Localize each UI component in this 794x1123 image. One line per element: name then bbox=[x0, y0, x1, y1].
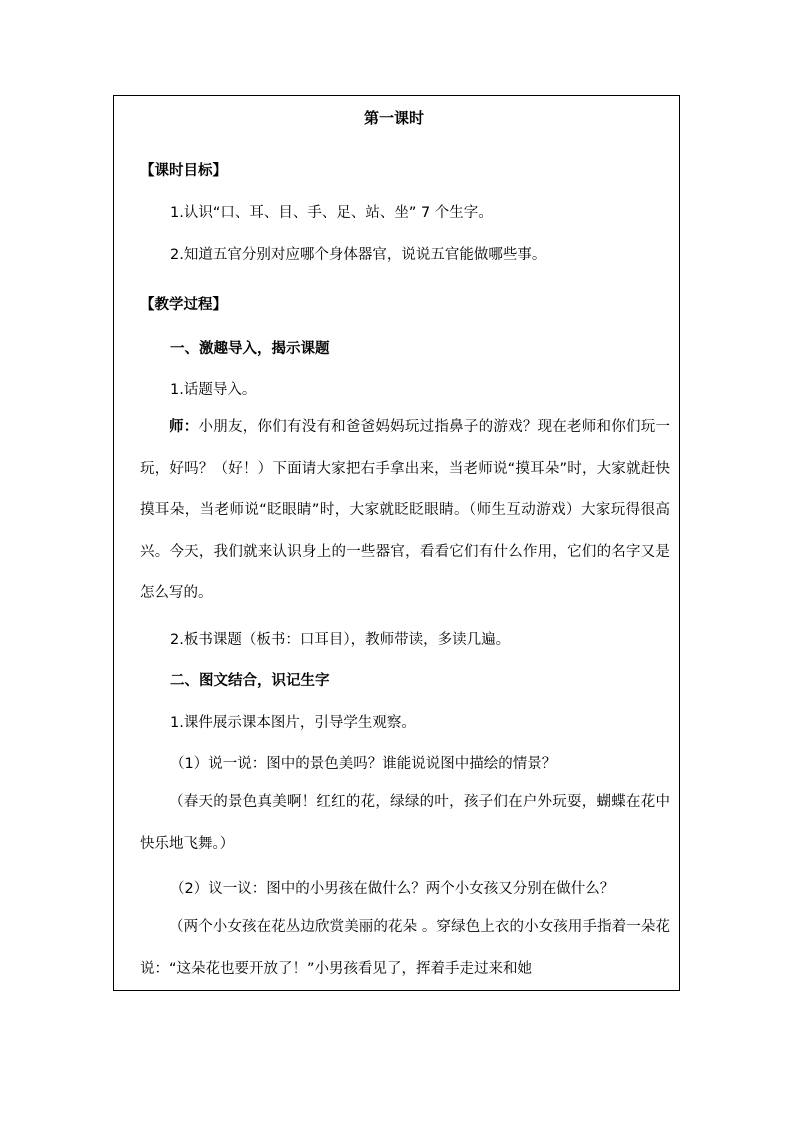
process-heading: 【教学过程】 bbox=[140, 297, 227, 313]
teacher-label: 师： bbox=[169, 419, 199, 435]
step-item: 2.板书课题（板书：口耳目），教师带读，多读几遍。 bbox=[170, 632, 511, 648]
teacher-text: 小朋友，你们有没有和爸爸妈妈玩过指鼻子的游戏？现在老师和你们玩一玩，好吗？（好！）下面请大家把右手拿出来，当老师说“摸耳朵”时，大家就赶快摸耳朵，当老师说“眨眼睛”时，大家就眨眨眼睛。（师生互动游戏）大家玩得很高兴。今天，我们就来认识身上的一些器官，看看它们有什么作用，它们的名字又是怎么写的。 bbox=[140, 419, 671, 601]
objective-item: 1.认识“口、耳、目、手、足、站、坐” 7 个生字。 bbox=[170, 205, 493, 221]
section-heading: 二、图文结合，识记生字 bbox=[170, 673, 330, 689]
question-item: （1）说一说：图中的景色美吗？谁能说说图中描绘的情景？ bbox=[170, 756, 557, 772]
question-item: （2）议一议：图中的小男孩在做什么？两个小女孩又分别在做什么？ bbox=[170, 881, 615, 897]
objectives-heading: 【课时目标】 bbox=[140, 163, 227, 179]
teacher-dialogue bbox=[140, 407, 670, 615]
section-heading: 一、激趣导入，揭示课题 bbox=[170, 341, 330, 357]
lesson-title: 第一课时 bbox=[363, 109, 424, 127]
step-item: 1.课件展示课本图片，引导学生观察。 bbox=[170, 715, 416, 731]
lesson-plan-table bbox=[113, 95, 680, 991]
objective-item: 2.知道五官分别对应哪个身体器官，说说五官能做哪些事。 bbox=[170, 247, 547, 263]
step-item: 1.话题导入。 bbox=[170, 382, 257, 398]
answer-text: （春天的景色真美啊！红红的花，绿绿的叶，孩子们在户外玩耍，蝴蝶在花中快乐地飞舞。） bbox=[140, 794, 670, 852]
answer-text: （两个小女孩在花丛边欣赏美丽的花朵 。穿绿色上衣的小女孩用手指着一朵花说：“这朵花也要开放了！”小男孩看见了，挥着手走过来和她 bbox=[140, 919, 670, 977]
